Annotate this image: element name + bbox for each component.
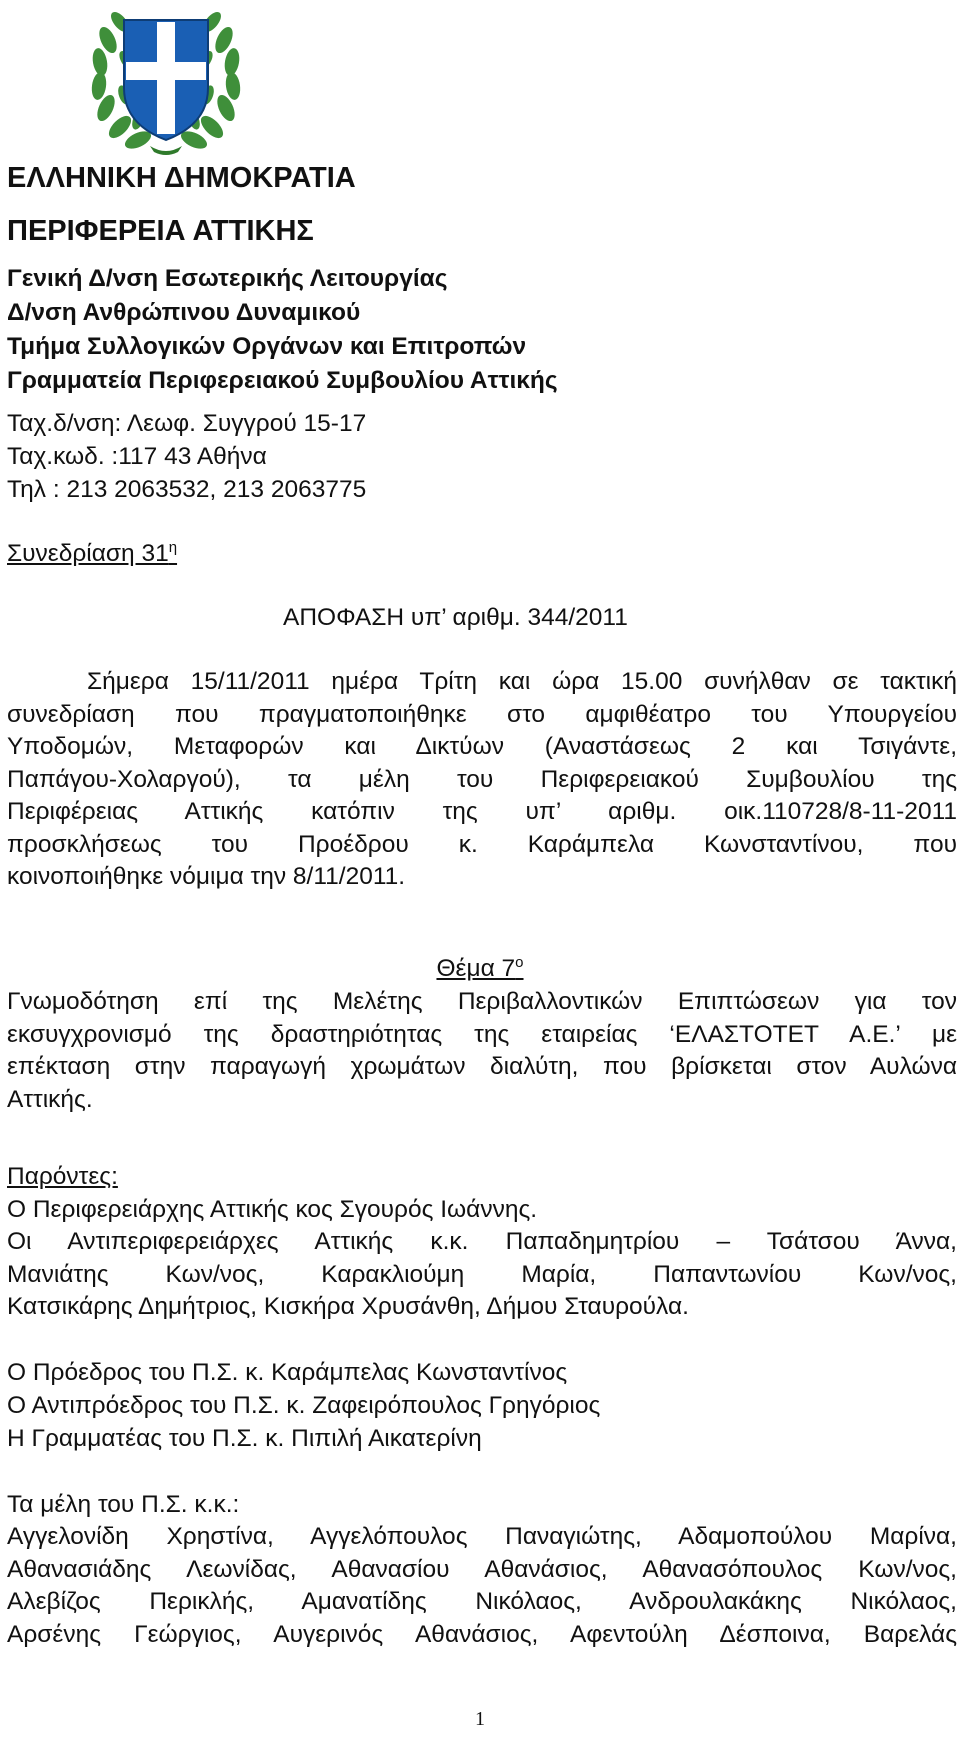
topic-line: επέκταση στην παραγωγή χρωμάτων διαλύτη, που βρίσκεται στον Αυλώνα: [7, 1053, 957, 1080]
department-line: Δ/νση Ανθρώπινου Δυναμικού: [7, 299, 361, 326]
greek-coat-of-arms-icon: [86, 0, 246, 156]
region-title: ΠΕΡΙΦΕΡΕΙΑ ΑΤΤΙΚΗΣ: [7, 215, 314, 247]
topic-line: εκσυγχρονισμό της δραστηριότητας της εταιρείας ‘ΕΛΑΣΤΟΤΕΤ Α.Ε.’ με: [7, 1020, 957, 1048]
page-number: 1: [475, 1708, 485, 1730]
country-title: ΕΛΛΗΝΙΚΗ ΔΗΜΟΚΡΑΤΙΑ: [7, 162, 356, 194]
intro-line: Παπάγου-Χολαργού), τα μέλη του Περιφερειακού Συμβουλίου της: [7, 765, 957, 793]
governor-line: Ο Περιφερειάρχης Αττικής κος Σγουρός Ιωάννης.: [7, 1196, 538, 1223]
deputies-paragraph: [7, 1226, 957, 1324]
decision-number: ΑΠΟΦΑΣΗ υπ’ αριθμ. 344/2011: [283, 604, 628, 631]
intro-paragraph: [7, 666, 957, 894]
members-heading: Τα μέλη του Π.Σ. κ.κ.:: [7, 1491, 240, 1518]
deputies-line: Μανιάτης Κων/νος, Καρακλιούμη Μαρία, Παπαντωνίου Κων/νος,: [7, 1260, 957, 1288]
members-line: Αγγελονίδη Χρηστίνα, Αγγελόπουλος Παναγιώτης, Αδαμοπούλου Μαρίνα,: [7, 1523, 957, 1550]
present-heading: Παρόντες:: [7, 1163, 118, 1190]
postal-address: Ταχ.δ/νση: Λεωφ. Συγγρού 15-17: [7, 410, 367, 437]
topic-paragraph: [7, 986, 957, 1116]
topic-line: Αττικής.: [7, 1085, 93, 1113]
members-line: Αθανασιάδης Λεωνίδας, Αθανασίου Αθανάσιος, Αθανασόπουλος Κων/νος,: [7, 1555, 957, 1583]
intro-line: Υποδομών, Μεταφορών και Δικτύων (Αναστάσεως 2 και Τσιγάντε,: [7, 733, 957, 760]
intro-line: προσκλήσεως του Προέδρου κ. Καράμπελα Κωνσταντίνου, που: [7, 830, 957, 858]
topic-heading: Θέμα $7^o$: [436, 953, 524, 982]
department-line: Τμήμα Συλλογικών Οργάνων και Επιτροπών: [7, 333, 527, 360]
deputies-line: Κατσικάρης Δημήτριος, Κισκήρα Χρυσάνθη, Δήμου Σταυρούλα.: [7, 1293, 689, 1320]
officer-line: Η Γραμματέας του Π.Σ. κ. Πιπιλή Αικατερίνη: [7, 1425, 482, 1452]
intro-line: κοινοποιήθηκε νόμιμα την 8/11/2011.: [7, 863, 406, 890]
intro-line: Σήμερα 15/11/2011 ημέρα Τρίτη και ώρα 15.00 συνήλθαν σε τακτική: [87, 668, 957, 695]
topic-line: Γνωμοδότηση επί της Μελέτης Περιβαλλοντικών Επιπτώσεων για τον: [7, 988, 957, 1015]
intro-line: συνεδρίαση που πραγματοποιήθηκε στο αμφιθέατρο του Υπουργείου: [7, 700, 957, 728]
deputies-line: Οι Αντιπεριφερειάρχες Αττικής κ.κ. Παπαδημητρίου – Τσάτσου Άννα,: [7, 1228, 957, 1255]
department-line: Γραμματεία Περιφερειακού Συμβουλίου Αττικής: [7, 367, 558, 394]
members-paragraph: [7, 1521, 957, 1651]
officer-line: Ο Πρόεδρος του Π.Σ. κ. Καράμπελας Κωνσταντίνος: [7, 1359, 568, 1386]
members-line: Αρσένης Γεώργιος, Αυγερινός Αθανάσιος, Αφεντούλη Δέσποινα, Βαρελάς: [7, 1620, 957, 1648]
intro-line: Περιφέρειας Αττικής κατόπιν της υπ’ αριθμ. οικ.110728/8-11-2011: [7, 798, 957, 825]
phone-numbers: Τηλ : 213 2063532, 213 2063775: [7, 476, 367, 503]
department-line: Γενική Δ/νση Εσωτερικής Λειτουργίας: [7, 265, 448, 292]
session-number: Συνεδρίαση $31^\eta$: [7, 538, 178, 567]
postal-code: Ταχ.κωδ. :117 43 Αθήνα: [7, 443, 267, 470]
officer-line: Ο Αντιπρόεδρος του Π.Σ. κ. Ζαφειρόπουλος Γρηγόριος: [7, 1392, 601, 1419]
members-line: Αλεβίζος Περικλής, Αμανατίδης Νικόλαος, Ανδρουλακάκης Νικόλαος,: [7, 1588, 957, 1615]
